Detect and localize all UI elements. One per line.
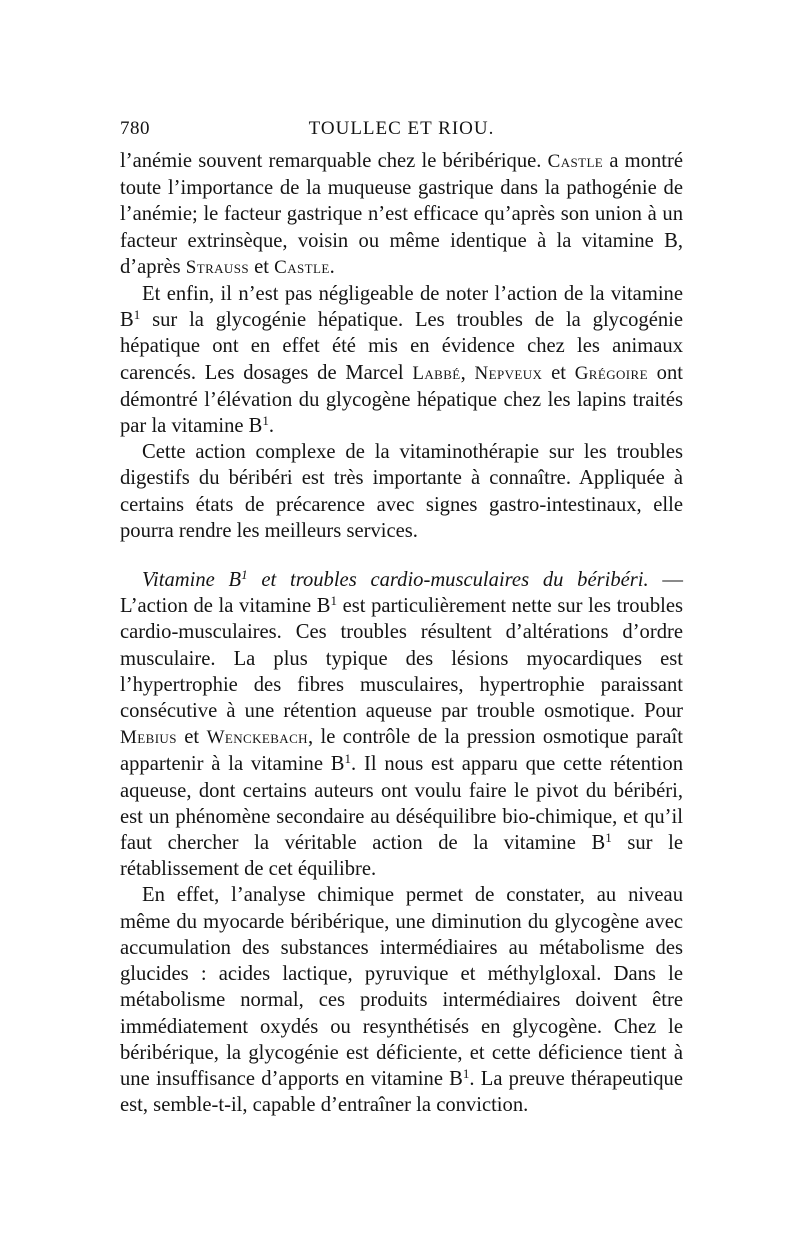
text-run: et — [176, 726, 207, 749]
text-run: ont démontré l’élévation du glycogène hépatique chez les lapins traités par la vitamine B — [120, 361, 684, 438]
text-run: . Il nous est apparu que cette rétention aqueuse, dont certains auteurs ont voulu faire le pivot du béribéri, est un phénomène secondaire au déséquilibre bio-chimique, et qu’il faut chercher la véritable action de la vitamine B — [120, 753, 683, 855]
text-run: . La preuve thérapeutique est, semble-t-il, capable d’entraîner la conviction. — [120, 1067, 683, 1117]
text-run: Vitamine B — [142, 569, 242, 592]
text-run: et — [248, 255, 275, 278]
text-run: est particulièrement nette sur les troubles cardio-musculaires. Ces troubles résultent d’altérations d’ordre musculaire. La plus typique des lésions myocardiques est l’hypertrophie des fibres musculaires, hypertrophie paraissant consécutive à une rétention aqueuse par trouble osmotique. Pour — [120, 595, 683, 723]
superscript: 1 — [605, 830, 612, 846]
author-name: Nepveux — [474, 362, 543, 384]
running-title: TOULLEC ET RIOU. — [308, 118, 495, 139]
text-run: l’anémie souvent remarquable chez le béribérique. — [120, 150, 548, 172]
paragraph-analyse-chimique — [120, 882, 683, 1118]
superscript: 1 — [462, 1065, 470, 1081]
superscript: 1 — [344, 751, 351, 767]
text-run: , le contrôle de la pression osmotique paraît appartenir à la vitamine B — [120, 726, 683, 776]
superscript: 1 — [133, 307, 141, 323]
text-run: . — [268, 415, 275, 438]
text-run: sur le rétablissement de cet équilibre. — [120, 832, 684, 881]
author-name: Castle — [547, 151, 604, 172]
text-run: , — [460, 361, 475, 384]
text-run: Et enfin, il n’est pas négligeable de noter l’action de la vitamine B — [120, 283, 683, 332]
author-name: Strauss — [185, 256, 249, 278]
text-run: . — [329, 255, 335, 278]
paragraph-glycogenie — [120, 281, 683, 439]
paragraph-vitaminotherapie: Cette action complexe de la vitaminothérapie sur les troubles digestifs du béribéri est très importante à connaître. Appliquée à certains états de précarence avec signes gastro-intestinaux, elle pourra rendre les meilleurs services. — [120, 441, 683, 542]
author-name: Grégoire — [574, 362, 648, 384]
text-run: et — [542, 361, 575, 384]
author-name: Castle — [274, 256, 330, 278]
running-head — [120, 118, 683, 148]
text-run: sur la glycogénie hépatique. Les troubles de la glycogénie hépatique ont en effet été mis en évidence chez les animaux carencés. Les dosages de Marcel — [120, 309, 683, 384]
author-name: Mebius — [120, 727, 177, 749]
superscript: 1 — [330, 593, 337, 609]
book-page — [120, 118, 683, 1118]
text-run: a montré toute l’importance de la muqueuse gastrique dans la pathogénie de l’anémie; le facteur gastrique n’est efficace qu’après son union à un facteur extrinsèque, voisin ou même identique à la vitamine B, d’après — [120, 150, 683, 278]
text-run: — L’action de la vitamine B — [120, 569, 683, 618]
section-title — [142, 569, 649, 591]
paragraph-cardio-musculaires — [120, 567, 683, 882]
text-run: En effet, l’analyse chimique permet de constater, au niveau même du myocarde béribérique, une diminution du glycogène avec accumulation des substances intermédiaires au métabolisme des glucides : acides lactique, pyruvique et méthylgloxal. Dans le métabolisme normal, ces produits intermédiaires doivent être immédiatement oxydés ou resynthétisés en glycogène. Chez le béribérique, la glycogénie est déficiente, et cette déficience tient à une insuffisance d’apports en vitamine B — [120, 884, 683, 1090]
page-number: 780 — [120, 118, 150, 139]
paragraph-anemia — [120, 148, 683, 281]
body-text — [120, 148, 683, 1118]
author-name: Labbé — [412, 362, 461, 384]
author-name: Wenckebach — [206, 727, 308, 749]
text-run: et troubles cardio-musculaires du béribéri. — [247, 569, 649, 592]
superscript: 1 — [241, 567, 248, 583]
superscript: 1 — [262, 413, 269, 429]
section-gap — [120, 544, 683, 567]
